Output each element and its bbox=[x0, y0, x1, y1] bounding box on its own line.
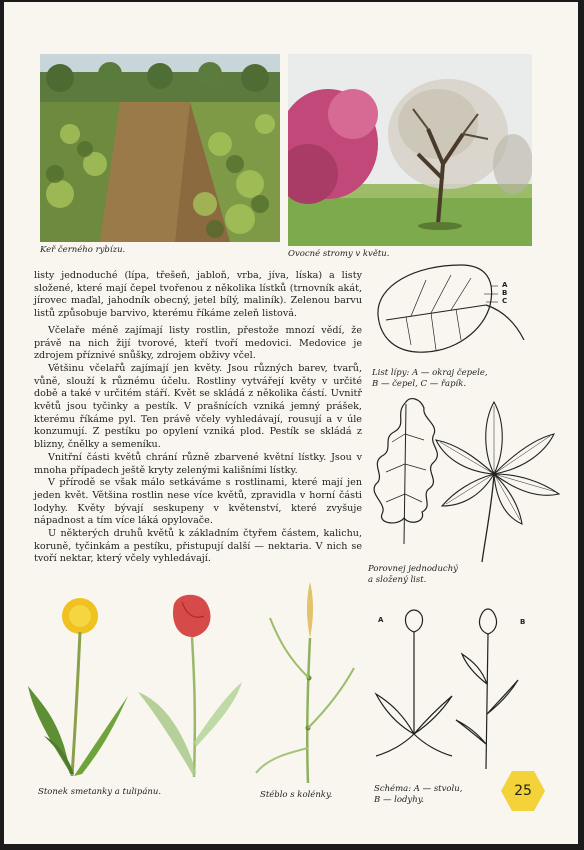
tulip-illustration bbox=[134, 592, 244, 782]
paragraph: Vnitřní části květů chrání různě zbarvené květní lístky. Jsou v mnoha případech ještě kryty zelenými kališními lístky. bbox=[34, 451, 362, 476]
caption-linden-1: List lípy: A — okraj čepele, bbox=[372, 368, 488, 378]
paragraph: listy jednoduché (lípa, třešeň, jabloň, vrba, jíva, líska) a listy složené, které mají čepel tvořenou z několika lístků (trnovník akát, jírovec maďal, jahodník obecný, jetel bílý, maliník). Zelenou barvu listů způsobuje barvivo, kterému říkáme zeleň listová. bbox=[34, 270, 362, 320]
leaf-comparison-diagram bbox=[364, 394, 564, 564]
paragraph: Včelaře méně zajímají listy rostlin, přestože mnozí vědí, že právě na nich žijí tvorové, kteří tvoří medovici. Medovice je zdrojem příznivé snůšky, zdrojem obživy včel. bbox=[34, 324, 362, 362]
caption-currant: Keř černého rybízu. bbox=[40, 245, 126, 255]
caption-schema-2: B — lodyhy. bbox=[374, 795, 425, 805]
paragraph: V přírodě se však málo setkáváme s rostlinami, které mají jen jeden květ. Většina rostlin nese více květů, zpravidla v horní části lodyhy. Květy bývají seskupeny v květenství, které zvyšuje nápadnost a tím více láká opylovače. bbox=[34, 477, 362, 527]
caption-dandelion: Stonek smetanky a tulipánu. bbox=[38, 787, 162, 797]
page-number-badge bbox=[501, 769, 545, 813]
linden-leaf-diagram bbox=[366, 260, 536, 365]
schema-label-a: A bbox=[378, 616, 384, 624]
currant-bush-photo bbox=[40, 54, 280, 242]
label-a: A bbox=[502, 281, 508, 289]
label-b: B bbox=[502, 289, 508, 297]
paragraph: U některých druhů květů k základním čtyřem částem, kalichu, koruně, tyčinkám a pestíku, přistupují další — nektaria. V nich se tvoří nektar, který včely vyhledávají. bbox=[34, 528, 362, 565]
paragraph: Většinu včelařů zajímají jen květy. Jsou různých barev, tvarů, vůně, slouží k různému účelu. Rostliny vytvářejí květy v určité době a také v určitém stáří. Květ se skládá z několika částí. Uvnitř květů jsou tyčinky a pestík. V prašnících vzniká jemný prášek, kterému říkáme pyl. Ten právě včely vyhledávají, rousují a v úle konzumují. Z pestíku po opylení vzniká plod. Pestík se skládá z blizny, čnělky a semeníku. bbox=[34, 362, 362, 451]
stem-schema-diagram bbox=[366, 604, 546, 774]
caption-compare-1: Porovnej jednoduchý bbox=[368, 564, 458, 574]
caption-linden-2: B — čepel, C — řapík. bbox=[372, 379, 467, 389]
caption-trees: Ovocné stromy v květu. bbox=[288, 249, 390, 259]
dandelion-illustration bbox=[24, 596, 134, 781]
book-page bbox=[4, 2, 578, 844]
caption-grass: Stéblo s kolénky. bbox=[260, 790, 333, 800]
grass-stem-illustration bbox=[248, 578, 358, 788]
caption-schema-1: Schéma: A — stvolu, bbox=[374, 784, 463, 794]
caption-compare-2: a složený list. bbox=[368, 575, 427, 585]
blossoming-tree-photo bbox=[288, 54, 532, 246]
label-c: C bbox=[502, 297, 508, 305]
body-text bbox=[34, 270, 362, 566]
schema-label-b: B bbox=[520, 618, 526, 626]
page-number: 25 bbox=[514, 783, 532, 799]
